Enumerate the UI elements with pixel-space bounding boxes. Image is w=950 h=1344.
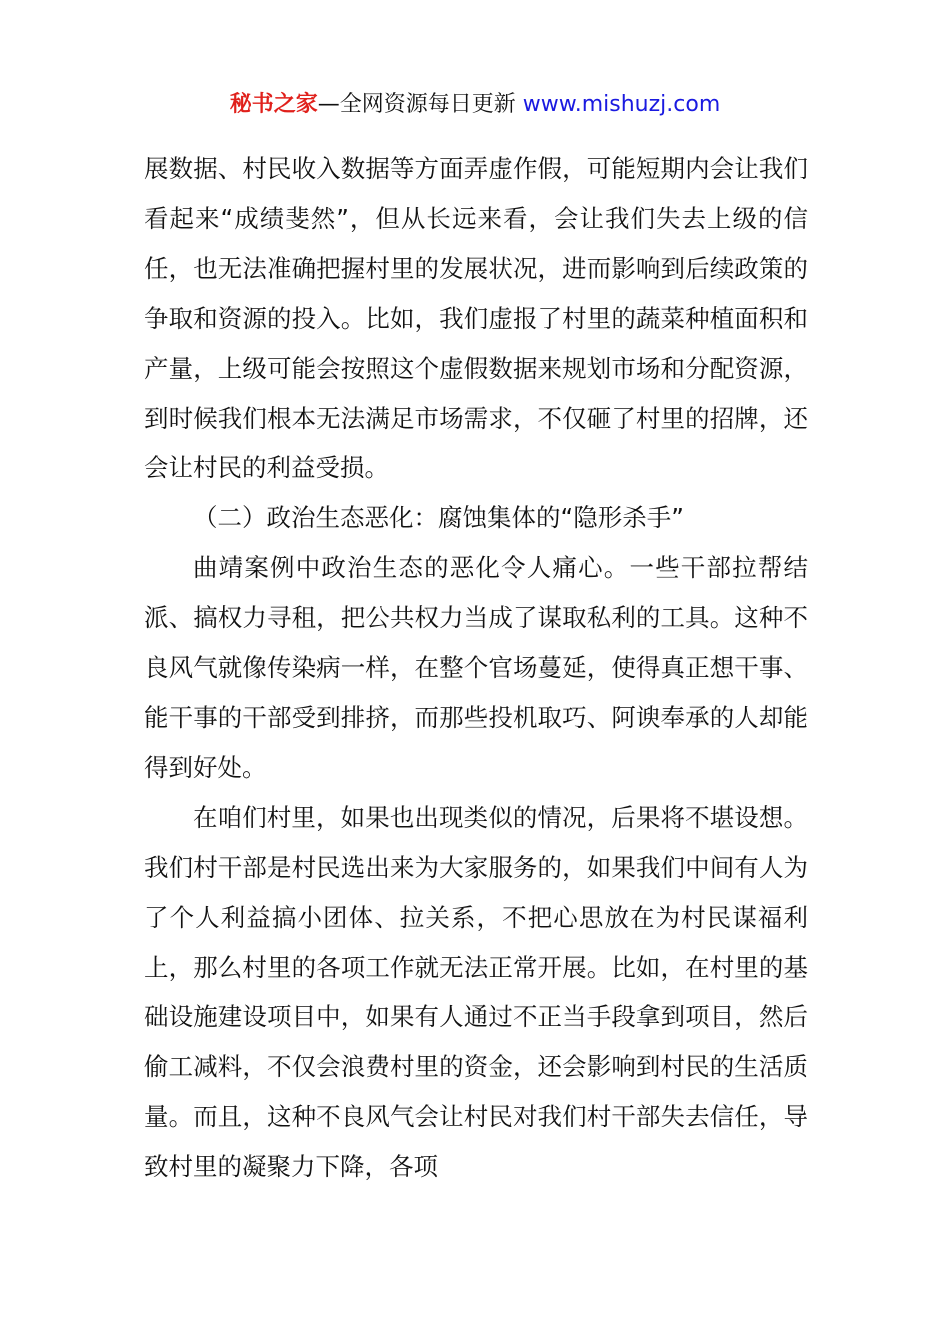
header-slogan: —全网资源每日更新 bbox=[317, 92, 516, 117]
section-heading: （二）政治生态恶化：腐蚀集体的“隐形杀手” bbox=[193, 503, 684, 533]
page-header bbox=[0, 88, 950, 122]
brand-name: 秘书之家 bbox=[229, 92, 318, 117]
paragraph: 在咱们村里，如果也出现类似的情况，后果将不堪设想。我们村干部是村民选出来为大家服务的，如果我们中间有人为了个人利益搞小团体、拉关系，不把心思放在为村民谋福利上，那么村里的各项工作就无法正常开展。比如，在村里的基础设施建设项目中，如果有人通过不正当手段拿到项目，然后偷工减料，不仅会浪费村里的资金，还会影响到村民的生活质量。而且，这种不良风气会让村民对我们村干部失去信任，导致村里的凝聚力下降，各项 bbox=[144, 802, 808, 1182]
site-url-link[interactable]: www.mishuzj.com bbox=[522, 92, 721, 117]
paragraph: 曲靖案例中政治生态的恶化令人痛心。一些干部拉帮结派、搞权力寻租，把公共权力当成了谋取私利的工具。这种不良风气就像传染病一样，在整个官场蔓延，使得真正想干事、能干事的干部受到排挤，而那些投机取巧、阿谀奉承的人却能得到好处。 bbox=[144, 553, 808, 782]
paragraph-continued: 展数据、村民收入数据等方面弄虚作假，可能短期内会让我们看起来“成绩斐然”，但从长远来看，会让我们失去上级的信任，也无法准确把握村里的发展状况，进而影响到后续政策的争取和资源的投入。比如，我们虚报了村里的蔬菜种植面积和产量，上级可能会按照这个虚假数据来规划市场和分配资源，到时候我们根本无法满足市场需求，不仅砸了村里的招牌，还会让村民的利益受损。 bbox=[144, 154, 808, 483]
document-body bbox=[144, 144, 808, 1192]
